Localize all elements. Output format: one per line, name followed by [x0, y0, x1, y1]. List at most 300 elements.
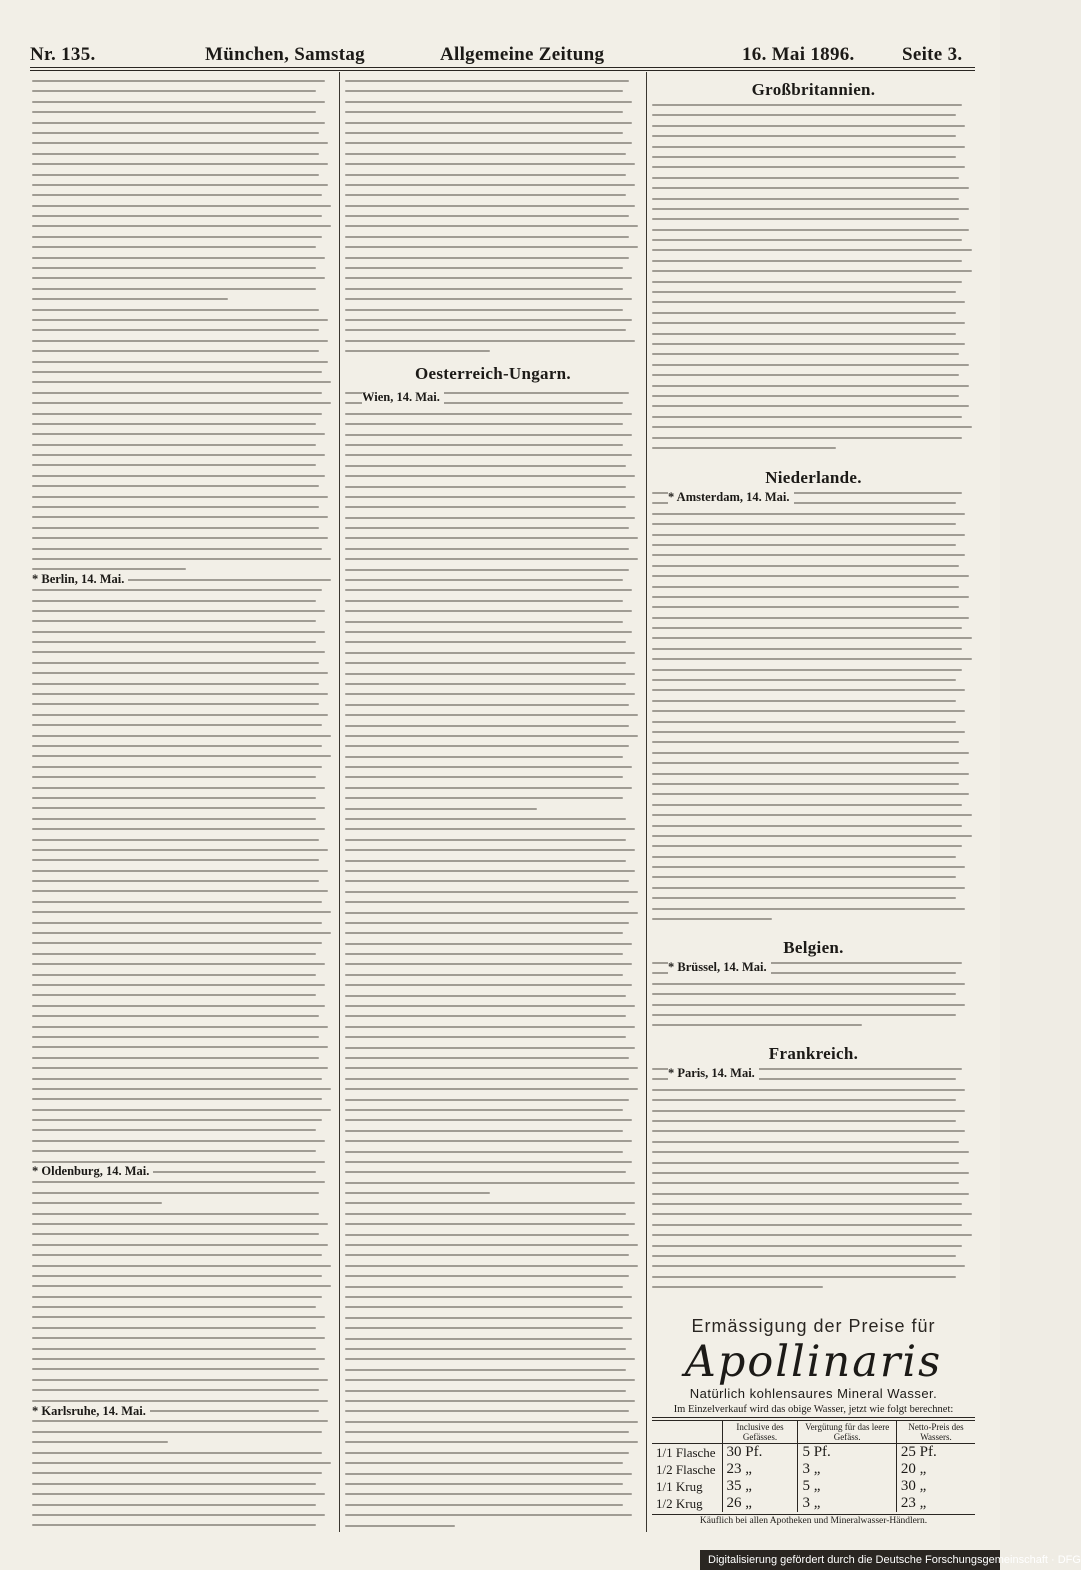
apollinaris-ad	[652, 1316, 975, 1526]
text-line	[652, 270, 972, 272]
text-line	[345, 1410, 629, 1412]
text-line	[652, 1213, 972, 1215]
text-line	[345, 527, 629, 529]
text-line	[345, 205, 635, 207]
text-line	[32, 392, 322, 394]
text-line	[32, 225, 331, 227]
text-line	[345, 797, 623, 799]
text-line	[652, 908, 965, 910]
text-line	[32, 641, 316, 643]
text-line	[32, 1493, 325, 1495]
text-line	[32, 1233, 319, 1235]
text-line	[652, 1286, 823, 1288]
text-line	[652, 1265, 965, 1267]
price-col-refund: Vergütung für das leere Gefäss.	[798, 1421, 896, 1444]
text-line	[32, 361, 328, 363]
text-line	[345, 1358, 635, 1360]
text-line	[345, 225, 638, 227]
text-line	[32, 1285, 331, 1287]
text-line	[345, 569, 629, 571]
text-line	[345, 277, 632, 279]
text-line	[32, 589, 322, 591]
text-line	[32, 755, 331, 757]
text-line	[652, 835, 972, 837]
text-line	[32, 1389, 319, 1391]
text-line	[345, 1286, 623, 1288]
text-line	[345, 860, 626, 862]
page-number: Seite 3.	[902, 44, 963, 65]
text-line	[345, 1525, 455, 1527]
column-divider-1	[339, 72, 340, 1532]
text-line	[652, 1004, 965, 1006]
text-line	[32, 142, 328, 144]
column-left	[32, 80, 334, 1535]
text-line	[345, 652, 635, 654]
price-row	[652, 1495, 975, 1512]
text-line	[32, 1109, 331, 1111]
text-line	[345, 1119, 632, 1121]
text-line	[345, 704, 629, 706]
text-line	[32, 1192, 319, 1194]
text-line	[345, 579, 623, 581]
lead-karlsruhe: * Karlsruhe, 14. Mai.	[32, 1404, 150, 1419]
text-line	[32, 662, 319, 664]
text-line	[32, 90, 316, 92]
issue-number: Nr. 135.	[30, 44, 96, 65]
text-line	[345, 1296, 632, 1298]
text-line	[32, 1483, 316, 1485]
text-line	[32, 205, 331, 207]
text-line	[32, 766, 322, 768]
text-line	[345, 600, 623, 602]
heading-britain: Großbritannien.	[652, 80, 975, 100]
text-line	[652, 385, 969, 387]
text-line	[32, 1140, 325, 1142]
text-line	[652, 866, 965, 868]
text-line	[345, 984, 632, 986]
text-line	[32, 901, 322, 903]
text-line	[345, 808, 537, 810]
text-line	[652, 1193, 969, 1195]
text-line	[345, 1441, 638, 1443]
text-line	[652, 669, 962, 671]
text-line	[345, 818, 626, 820]
text-line	[345, 506, 626, 508]
text-line	[32, 1504, 316, 1506]
text-line	[345, 329, 626, 331]
text-line	[652, 1224, 962, 1226]
text-line	[652, 1203, 962, 1205]
text-line	[32, 828, 325, 830]
text-line	[345, 922, 629, 924]
text-line	[32, 1452, 322, 1454]
text-line	[32, 1057, 319, 1059]
text-line	[345, 111, 623, 113]
masthead-rule-2	[30, 70, 975, 71]
text-line	[32, 454, 325, 456]
text-line	[32, 1254, 322, 1256]
text-line	[32, 807, 325, 809]
text-line	[345, 1244, 638, 1246]
heading-france: Frankreich.	[652, 1044, 975, 1064]
text-line	[345, 444, 623, 446]
text-line	[345, 1348, 626, 1350]
text-line	[652, 218, 959, 220]
text-line	[32, 953, 316, 955]
text-line	[345, 496, 635, 498]
text-line	[32, 1379, 328, 1381]
text-line	[652, 1162, 959, 1164]
text-line	[32, 1078, 322, 1080]
text-line	[652, 239, 962, 241]
masthead-rule	[30, 67, 975, 68]
text-line	[652, 679, 956, 681]
text-line	[32, 1202, 162, 1204]
text-line	[345, 1151, 623, 1153]
text-line	[32, 974, 316, 976]
text-line	[345, 1514, 632, 1516]
text-line	[345, 683, 626, 685]
text-line	[345, 1369, 626, 1371]
text-line	[345, 122, 632, 124]
column-divider-2	[646, 72, 647, 1532]
price-col-size	[652, 1421, 722, 1444]
text-line	[652, 1172, 969, 1174]
text-line	[652, 114, 956, 116]
price-table-header	[652, 1421, 975, 1444]
text-line	[345, 1099, 629, 1101]
text-line	[32, 890, 328, 892]
text-line	[32, 745, 322, 747]
text-line	[345, 1202, 635, 1204]
ad-brand: Apollinaris	[684, 1337, 943, 1387]
text-line	[345, 693, 635, 695]
ad-footer: Käuflich bei allen Apotheken und Mineralwasser-Händlern.	[652, 1514, 975, 1526]
text-line	[345, 350, 490, 352]
text-line	[345, 1400, 635, 1402]
text-line	[652, 312, 956, 314]
text-line	[652, 689, 965, 691]
text-line	[32, 1067, 328, 1069]
text-line	[32, 381, 331, 383]
lead-bruessel: * Brüssel, 14. Mai.	[668, 960, 771, 975]
text-line	[345, 90, 623, 92]
text-line	[32, 818, 316, 820]
text-line	[652, 1014, 956, 1016]
text-line	[652, 333, 956, 335]
text-line	[345, 1182, 635, 1184]
text-line	[32, 122, 325, 124]
price-net: 23 „	[896, 1495, 975, 1512]
text-line	[32, 194, 322, 196]
text-line	[345, 776, 623, 778]
text-line	[345, 340, 635, 342]
column-middle-text	[345, 392, 641, 1535]
text-line	[652, 617, 969, 619]
text-line	[32, 1306, 316, 1308]
text-line	[32, 1036, 319, 1038]
text-line	[652, 395, 959, 397]
text-line	[652, 648, 962, 650]
dfg-footer: Digitalisierung gefördert durch die Deutsche Forschungsgemeinschaft · DFG	[700, 1550, 1000, 1570]
price-row	[652, 1478, 975, 1495]
text-line	[652, 416, 962, 418]
text-line	[652, 721, 956, 723]
text-line	[652, 374, 959, 376]
text-line	[32, 620, 316, 622]
ad-headline: Ermässigung der Preise für	[691, 1316, 936, 1336]
text-line	[345, 267, 623, 269]
text-line	[32, 1348, 316, 1350]
text-line	[345, 1036, 626, 1038]
text-line	[32, 1316, 325, 1318]
text-line	[32, 1129, 316, 1131]
text-line	[652, 856, 956, 858]
text-line	[345, 298, 632, 300]
text-line	[345, 589, 632, 591]
text-line	[32, 1150, 316, 1152]
text-line	[345, 80, 629, 82]
text-line	[32, 267, 316, 269]
text-line	[32, 797, 316, 799]
text-line	[32, 350, 319, 352]
text-line	[32, 693, 328, 695]
text-line	[32, 485, 319, 487]
text-line	[652, 710, 965, 712]
text-line	[345, 475, 635, 477]
text-line	[652, 1276, 956, 1278]
column-right-netherlands	[652, 492, 975, 934]
text-line	[345, 236, 629, 238]
text-line	[32, 402, 331, 404]
text-line	[32, 735, 331, 737]
text-line	[32, 1223, 328, 1225]
text-line	[345, 1047, 635, 1049]
text-line	[652, 229, 969, 231]
text-line	[32, 1181, 325, 1183]
text-line	[345, 1379, 635, 1381]
price-refund: 5 „	[798, 1478, 896, 1495]
text-line	[32, 787, 325, 789]
text-line	[345, 641, 626, 643]
text-line	[32, 1098, 322, 1100]
text-line	[345, 434, 632, 436]
text-line	[32, 1327, 316, 1329]
text-line	[345, 1452, 629, 1454]
text-line	[345, 454, 632, 456]
text-line	[32, 496, 328, 498]
column-middle-top	[345, 80, 641, 360]
text-line	[345, 880, 629, 882]
text-line	[652, 125, 965, 127]
ad-subtitle: Natürlich kohlensaures Mineral Wasser.	[689, 1386, 938, 1401]
text-line	[652, 343, 965, 345]
text-line	[32, 1296, 322, 1298]
text-line	[345, 517, 635, 519]
text-line	[32, 132, 319, 134]
text-line	[345, 912, 638, 914]
text-line	[32, 714, 328, 716]
text-line	[32, 184, 328, 186]
text-line	[652, 773, 969, 775]
text-line	[345, 787, 632, 789]
column-left-text	[32, 80, 334, 1535]
text-line	[345, 1171, 626, 1173]
text-line	[345, 288, 623, 290]
text-line	[652, 135, 956, 137]
text-line	[345, 132, 623, 134]
text-line	[32, 371, 322, 373]
text-line	[32, 464, 316, 466]
text-line	[32, 1431, 322, 1433]
text-line	[32, 683, 319, 685]
text-line	[345, 631, 632, 633]
text-line	[652, 426, 972, 428]
text-line	[345, 1005, 635, 1007]
heading-austria: Oesterreich-Ungarn.	[345, 364, 641, 384]
text-line	[652, 291, 956, 293]
text-line	[345, 828, 635, 830]
text-line	[32, 1265, 331, 1267]
price-col-net: Netto-Preis des Wassers.	[896, 1421, 975, 1444]
text-line	[652, 700, 956, 702]
text-line	[652, 260, 962, 262]
text-line	[652, 658, 972, 660]
text-line	[652, 249, 972, 251]
text-line	[652, 187, 969, 189]
text-line	[32, 610, 325, 612]
text-line	[32, 631, 325, 633]
text-line	[652, 814, 972, 816]
text-line	[32, 277, 325, 279]
text-line	[345, 215, 629, 217]
text-line	[345, 725, 629, 727]
text-line	[32, 1026, 328, 1028]
text-line	[32, 1161, 325, 1163]
text-line	[652, 762, 959, 764]
text-line	[652, 1151, 969, 1153]
text-line	[652, 793, 969, 795]
price-refund: 5 Pf.	[798, 1444, 896, 1462]
text-line	[32, 1472, 322, 1474]
text-line	[652, 523, 956, 525]
text-line	[345, 756, 623, 758]
price-incl: 30 Pf.	[722, 1444, 798, 1462]
text-line	[345, 1223, 635, 1225]
text-line	[32, 1119, 322, 1121]
price-incl: 35 „	[722, 1478, 798, 1495]
text-line	[345, 974, 623, 976]
text-line	[345, 309, 623, 311]
text-line	[32, 1015, 319, 1017]
text-line	[32, 600, 316, 602]
issue-date: 16. Mai 1896.	[742, 44, 855, 65]
text-line	[345, 1265, 638, 1267]
text-line	[345, 953, 623, 955]
text-line	[32, 703, 319, 705]
text-line	[32, 413, 322, 415]
text-line	[652, 1024, 862, 1026]
france-text	[652, 1068, 975, 1297]
text-line	[32, 994, 316, 996]
text-line	[345, 1057, 629, 1059]
text-line	[32, 870, 328, 872]
text-line	[345, 610, 632, 612]
text-line	[652, 447, 836, 449]
text-line	[652, 918, 772, 920]
price-row	[652, 1461, 975, 1478]
text-line	[345, 1109, 623, 1111]
text-line	[32, 236, 322, 238]
text-line	[345, 153, 626, 155]
text-line	[32, 1046, 328, 1048]
text-line	[345, 839, 626, 841]
text-line	[32, 506, 319, 508]
text-line	[32, 1213, 319, 1215]
text-line	[345, 1504, 623, 1506]
text-line	[32, 932, 331, 934]
text-line	[345, 714, 638, 716]
text-line	[652, 845, 962, 847]
text-line	[32, 1368, 319, 1370]
text-line	[345, 870, 635, 872]
column-right-britain	[652, 104, 975, 464]
text-line	[32, 329, 319, 331]
price-row	[652, 1444, 975, 1462]
text-line	[32, 163, 328, 165]
text-line	[345, 745, 629, 747]
text-line	[345, 1431, 629, 1433]
text-line	[652, 637, 972, 639]
text-line	[32, 319, 328, 321]
text-line	[652, 983, 965, 985]
text-line	[345, 1390, 626, 1392]
text-line	[652, 993, 956, 995]
text-line	[345, 1306, 623, 1308]
text-line	[652, 1110, 965, 1112]
text-line	[345, 423, 623, 425]
price-net: 30 „	[896, 1478, 975, 1495]
text-line	[32, 1524, 316, 1526]
text-line	[652, 825, 962, 827]
text-line	[345, 465, 626, 467]
text-line	[345, 319, 632, 321]
text-line	[345, 891, 638, 893]
text-line	[345, 1161, 632, 1163]
text-line	[32, 922, 322, 924]
lead-berlin: * Berlin, 14. Mai.	[32, 572, 128, 587]
text-line	[32, 1400, 328, 1402]
text-line	[32, 672, 328, 674]
text-line	[652, 405, 969, 407]
text-line	[652, 281, 962, 283]
text-line	[345, 486, 626, 488]
newspaper-title: Allgemeine Zeitung	[440, 44, 605, 65]
text-line	[345, 1234, 629, 1236]
text-line	[345, 1140, 632, 1142]
text-line	[32, 537, 328, 539]
text-line	[652, 353, 959, 355]
text-line	[652, 322, 965, 324]
text-line	[32, 423, 316, 425]
text-line	[32, 1088, 331, 1090]
text-line	[652, 575, 969, 577]
price-incl: 23 „	[722, 1461, 798, 1478]
text-line	[345, 932, 623, 934]
text-line	[345, 1088, 638, 1090]
text-line	[345, 1327, 623, 1329]
text-line	[345, 1078, 629, 1080]
